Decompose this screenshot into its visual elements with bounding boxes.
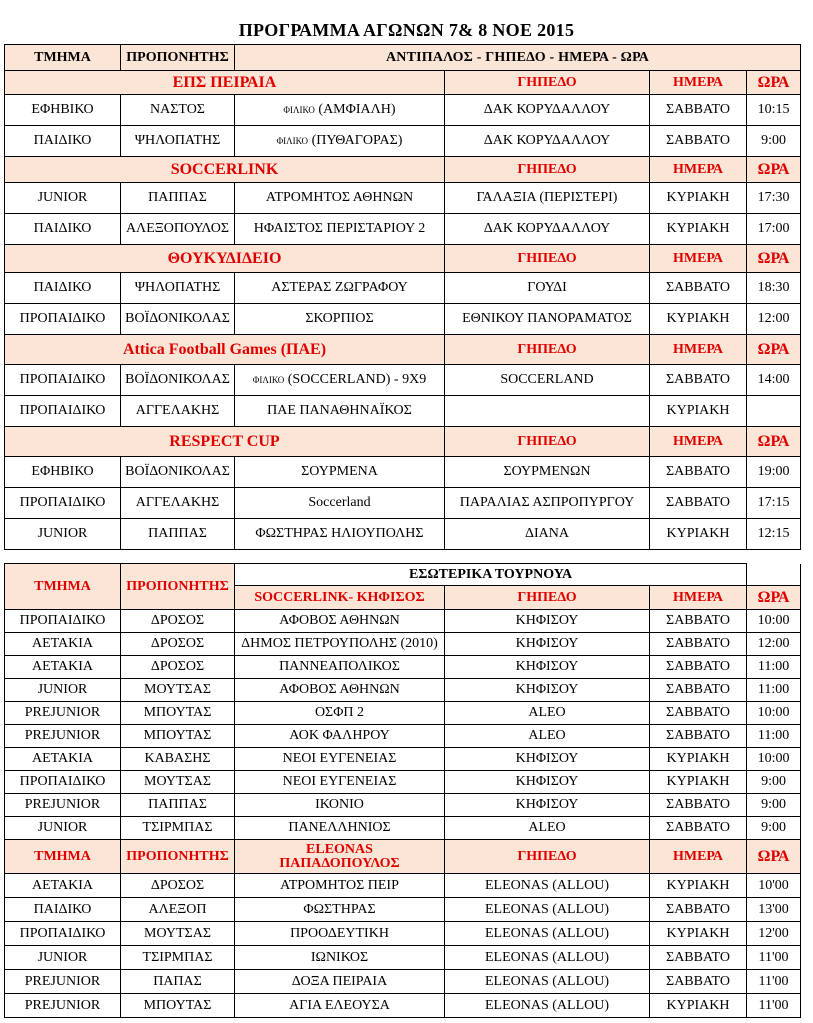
cell-ora: 11'00 bbox=[747, 994, 801, 1018]
cell-proponitis: ΑΛΕΞΟΠ bbox=[121, 898, 235, 922]
header-proponitis: ΠΡΟΠΟΝΗΤΗΣ bbox=[121, 840, 235, 874]
cell-gipedo: ELEONAS (ALLOU) bbox=[445, 922, 650, 946]
cell-antipalos: ΔΗΜΟΣ ΠΕΤΡΟΥΠΟΛΗΣ (2010) bbox=[235, 633, 445, 656]
cell-imera: ΚΥΡΙΑΚΗ bbox=[650, 771, 747, 794]
cell-ora: 10'00 bbox=[747, 874, 801, 898]
cell-imera: ΚΥΡΙΑΚΗ bbox=[650, 304, 747, 335]
cell-tmima: ΠΡΟΠΑΙΔΙΚΟ bbox=[5, 365, 121, 396]
cell-ora: 9:00 bbox=[747, 817, 801, 840]
cell-imera: ΣΑΒΒΑΤΟ bbox=[650, 273, 747, 304]
cell-ora: 9:00 bbox=[747, 794, 801, 817]
section-name: SOCCERLINK- ΚΗΦΙΣΟΣ bbox=[235, 586, 445, 610]
header-tmima: ΤΜΗΜΑ bbox=[5, 564, 121, 610]
col-gipedo: ΓΗΠΕΔΟ bbox=[445, 335, 650, 365]
tournament-title: ΕΣΩΤΕΡΙΚΑ ΤΟΥΡΝΟΥΑ bbox=[235, 564, 747, 586]
table-row bbox=[5, 898, 801, 922]
cell-proponitis: ΜΠΟΥΤΑΣ bbox=[121, 994, 235, 1018]
cell-proponitis: ΜΠΟΥΤΑΣ bbox=[121, 702, 235, 725]
cell-gipedo: ΔΑΚ ΚΟΡΥΔΑΛΛΟΥ bbox=[445, 214, 650, 245]
cell-antipalos bbox=[235, 183, 445, 214]
cell-gipedo: ELEONAS (ALLOU) bbox=[445, 898, 650, 922]
table-row bbox=[5, 748, 801, 771]
section-name: ELEONAS ΠΑΠΑΔΟΠΟΥΛΟΣ bbox=[235, 840, 445, 874]
cell-gipedo: ΣΟΥΡΜΕΝΩΝ bbox=[445, 457, 650, 488]
cell-ora: 12:15 bbox=[747, 519, 801, 550]
cell-gipedo: ELEONAS (ALLOU) bbox=[445, 970, 650, 994]
opponent-name: ΦΩΣΤΗΡΑΣ ΗΛΙΟΥΠΟΛΗΣ bbox=[255, 526, 424, 541]
cell-antipalos: ΟΣΦΠ 2 bbox=[235, 702, 445, 725]
section-header-row bbox=[5, 335, 801, 365]
table-row bbox=[5, 970, 801, 994]
cell-antipalos bbox=[235, 304, 445, 335]
cell-imera: ΣΑΒΒΑΤΟ bbox=[650, 610, 747, 633]
cell-proponitis: ΒΟΪΔΟΝΙΚΟΛΑΣ bbox=[121, 365, 235, 396]
cell-proponitis: ΠΑΠΠΑΣ bbox=[121, 519, 235, 550]
cell-antipalos bbox=[235, 457, 445, 488]
cell-tmima: ΠΑΙΔΙΚΟ bbox=[5, 273, 121, 304]
cell-antipalos bbox=[235, 519, 445, 550]
cell-imera: ΚΥΡΙΑΚΗ bbox=[650, 748, 747, 771]
cell-gipedo: ΚΗΦΙΣΟΥ bbox=[445, 633, 650, 656]
cell-imera: ΚΥΡΙΑΚΗ bbox=[650, 874, 747, 898]
cell-imera: ΣΑΒΒΑΤΟ bbox=[650, 656, 747, 679]
cell-tmima: JUNIOR bbox=[5, 817, 121, 840]
section-header-row bbox=[5, 427, 801, 457]
cell-gipedo: SOCCERLAND bbox=[445, 365, 650, 396]
opponent-name: ΗΦΑΙΣΤΟΣ ΠΕΡΙΣΤΑΡΙΟΥ 2 bbox=[253, 221, 426, 236]
cell-imera: ΣΑΒΒΑΤΟ bbox=[650, 633, 747, 656]
cell-antipalos bbox=[235, 214, 445, 245]
cell-gipedo: ΚΗΦΙΣΟΥ bbox=[445, 794, 650, 817]
cell-proponitis: ΒΟΪΔΟΝΙΚΟΛΑΣ bbox=[121, 304, 235, 335]
section-name: ΕΠΣ ΠΕΙΡΑΙΑ bbox=[5, 71, 445, 95]
external-matches-table bbox=[4, 44, 801, 550]
col-imera: ΗΜΕΡΑ bbox=[650, 71, 747, 95]
cell-imera: ΣΑΒΒΑΤΟ bbox=[650, 679, 747, 702]
col-ora: ΩΡΑ bbox=[747, 245, 801, 273]
cell-antipalos bbox=[235, 365, 445, 396]
cell-proponitis: ΠΑΠΑΣ bbox=[121, 970, 235, 994]
section-header-row bbox=[5, 245, 801, 273]
table-row bbox=[5, 214, 801, 245]
internal-tournaments-table bbox=[4, 563, 801, 1018]
cell-ora: 10:00 bbox=[747, 748, 801, 771]
cell-tmima: PREJUNIOR bbox=[5, 994, 121, 1018]
cell-antipalos: ΑΦΟΒΟΣ ΑΘΗΝΩΝ bbox=[235, 610, 445, 633]
table-row bbox=[5, 771, 801, 794]
table-row bbox=[5, 304, 801, 335]
cell-ora: 12:00 bbox=[747, 633, 801, 656]
header-proponitis: ΠΡΟΠΟΝΗΤΗΣ bbox=[121, 45, 235, 71]
opponent-name: ΑΤΡΟΜΗΤΟΣ ΑΘΗΝΩΝ bbox=[265, 190, 414, 205]
cell-antipalos: ΑΟΚ ΦΑΛΗΡΟΥ bbox=[235, 725, 445, 748]
opponent-name: ΑΣΤΕΡΑΣ ΖΩΓΡΑΦΟΥ bbox=[271, 280, 408, 295]
table-row bbox=[5, 922, 801, 946]
cell-proponitis: ΔΡΟΣΟΣ bbox=[121, 874, 235, 898]
cell-imera: ΚΥΡΙΑΚΗ bbox=[650, 994, 747, 1018]
cell-imera: ΣΑΒΒΑΤΟ bbox=[650, 95, 747, 126]
cell-gipedo: ΓΑΛΑΞΙΑ (ΠΕΡΙΣΤΕΡΙ) bbox=[445, 183, 650, 214]
table-row bbox=[5, 273, 801, 304]
cell-ora: 18:30 bbox=[747, 273, 801, 304]
col-imera: ΗΜΕΡΑ bbox=[650, 157, 747, 183]
cell-ora: 9:00 bbox=[747, 771, 801, 794]
cell-ora: 11'00 bbox=[747, 970, 801, 994]
section-name: RESPECT CUP bbox=[5, 427, 445, 457]
cell-imera: ΣΑΒΒΑΤΟ bbox=[650, 725, 747, 748]
cell-imera: ΣΑΒΒΑΤΟ bbox=[650, 365, 747, 396]
friendly-prefix: ΦΙΛΙΚΟ bbox=[252, 375, 285, 385]
col-gipedo: ΓΗΠΕΔΟ bbox=[445, 71, 650, 95]
opponent-name: (ΠΥΘΑΓΟΡΑΣ) bbox=[311, 133, 403, 148]
cell-ora: 17:15 bbox=[747, 488, 801, 519]
cell-proponitis: ΤΣΙΡΜΠΑΣ bbox=[121, 817, 235, 840]
cell-gipedo: ΓΟΥΔΙ bbox=[445, 273, 650, 304]
cell-tmima: ΠΡΟΠΑΙΔΙΚΟ bbox=[5, 771, 121, 794]
cell-gipedo: ELEONAS (ALLOU) bbox=[445, 994, 650, 1018]
table-row bbox=[5, 126, 801, 157]
cell-imera: ΣΑΒΒΑΤΟ bbox=[650, 457, 747, 488]
cell-antipalos: ΝΕΟΙ ΕΥΓΕΝΕΙΑΣ bbox=[235, 771, 445, 794]
cell-gipedo: ALEO bbox=[445, 725, 650, 748]
cell-tmima: PREJUNIOR bbox=[5, 794, 121, 817]
cell-antipalos: ΑΦΟΒΟΣ ΑΘΗΝΩΝ bbox=[235, 679, 445, 702]
table-row bbox=[5, 656, 801, 679]
section-name: Attica Football Games (ΠΑΕ) bbox=[5, 335, 445, 365]
cell-imera: ΚΥΡΙΑΚΗ bbox=[650, 396, 747, 427]
section-header-row bbox=[5, 840, 801, 874]
section-header-row bbox=[5, 157, 801, 183]
cell-imera: ΚΥΡΙΑΚΗ bbox=[650, 519, 747, 550]
table-row bbox=[5, 488, 801, 519]
table-row bbox=[5, 457, 801, 488]
opponent-name: ΣΚΟΡΠΙΟΣ bbox=[305, 311, 374, 326]
friendly-prefix: ΦΙΛΙΚΟ bbox=[276, 136, 309, 146]
cell-gipedo: ALEO bbox=[445, 702, 650, 725]
cell-proponitis: ΜΟΥΤΣΑΣ bbox=[121, 922, 235, 946]
cell-proponitis: ΝΑΣΤΟΣ bbox=[121, 95, 235, 126]
cell-antipalos: ΑΤΡΟΜΗΤΟΣ ΠΕΙΡ bbox=[235, 874, 445, 898]
cell-ora: 10:15 bbox=[747, 95, 801, 126]
cell-ora: 11'00 bbox=[747, 946, 801, 970]
cell-gipedo: ΔΑΚ ΚΟΡΥΔΑΛΛΟΥ bbox=[445, 95, 650, 126]
cell-tmima: ΠΡΟΠΑΙΔΙΚΟ bbox=[5, 304, 121, 335]
opponent-name: (SOCCERLAND) - 9X9 bbox=[287, 372, 427, 387]
cell-tmima: ΠΡΟΠΑΙΔΙΚΟ bbox=[5, 610, 121, 633]
cell-proponitis: ΑΛΕΞΟΠΟΥΛΟΣ bbox=[121, 214, 235, 245]
cell-tmima: ΑΕΤΑΚΙΑ bbox=[5, 656, 121, 679]
col-gipedo: ΓΗΠΕΔΟ bbox=[445, 427, 650, 457]
table-row bbox=[5, 183, 801, 214]
table-row bbox=[5, 946, 801, 970]
cell-ora bbox=[747, 396, 801, 427]
cell-imera: ΣΑΒΒΑΤΟ bbox=[650, 126, 747, 157]
blank-cell bbox=[747, 564, 801, 586]
table-row bbox=[5, 95, 801, 126]
cell-antipalos bbox=[235, 95, 445, 126]
col-imera: ΗΜΕΡΑ bbox=[650, 245, 747, 273]
cell-ora: 17:00 bbox=[747, 214, 801, 245]
cell-tmima: ΕΦΗΒΙΚΟ bbox=[5, 457, 121, 488]
cell-ora: 17:30 bbox=[747, 183, 801, 214]
col-ora: ΩΡΑ bbox=[747, 157, 801, 183]
col-ora: ΩΡΑ bbox=[747, 840, 801, 874]
cell-tmima: JUNIOR bbox=[5, 519, 121, 550]
section-name: ΘΟΥΚΥΔΙΔΕΙΟ bbox=[5, 245, 445, 273]
cell-proponitis: ΜΠΟΥΤΑΣ bbox=[121, 725, 235, 748]
col-ora: ΩΡΑ bbox=[747, 335, 801, 365]
col-gipedo: ΓΗΠΕΔΟ bbox=[445, 840, 650, 874]
table-row bbox=[5, 794, 801, 817]
cell-proponitis: ΑΓΓΕΛΑΚΗΣ bbox=[121, 396, 235, 427]
cell-gipedo: ELEONAS (ALLOU) bbox=[445, 946, 650, 970]
cell-gipedo: ΚΗΦΙΣΟΥ bbox=[445, 656, 650, 679]
cell-antipalos: ΙΩΝΙΚΟΣ bbox=[235, 946, 445, 970]
cell-ora: 11:00 bbox=[747, 679, 801, 702]
cell-tmima: ΠΡΟΠΑΙΔΙΚΟ bbox=[5, 488, 121, 519]
cell-ora: 14:00 bbox=[747, 365, 801, 396]
table-row bbox=[5, 610, 801, 633]
cell-imera: ΣΑΒΒΑΤΟ bbox=[650, 794, 747, 817]
page-title: ΠΡΟΓΡΑΜΜΑ ΑΓΩΝΩΝ 7& 8 ΝΟΕ 2015 bbox=[238, 20, 575, 40]
cell-antipalos bbox=[235, 126, 445, 157]
cell-antipalos: ΦΩΣΤΗΡΑΣ bbox=[235, 898, 445, 922]
cell-imera: ΣΑΒΒΑΤΟ bbox=[650, 970, 747, 994]
cell-gipedo: ΚΗΦΙΣΟΥ bbox=[445, 679, 650, 702]
table-row bbox=[5, 365, 801, 396]
cell-tmima: JUNIOR bbox=[5, 183, 121, 214]
col-ora: ΩΡΑ bbox=[747, 71, 801, 95]
cell-antipalos bbox=[235, 273, 445, 304]
cell-proponitis: ΔΡΟΣΟΣ bbox=[121, 656, 235, 679]
cell-proponitis: ΤΣΙΡΜΠΑΣ bbox=[121, 946, 235, 970]
opponent-name: ΠΑΕ ΠΑΝΑΘΗΝΑΪΚΟΣ bbox=[267, 403, 412, 418]
cell-tmima: ΑΕΤΑΚΙΑ bbox=[5, 874, 121, 898]
col-imera: ΗΜΕΡΑ bbox=[650, 335, 747, 365]
cell-tmima: PREJUNIOR bbox=[5, 702, 121, 725]
cell-tmima: ΑΕΤΑΚΙΑ bbox=[5, 748, 121, 771]
cell-antipalos: ΠΑΝΝΕΑΠΟΛΙΚΟΣ bbox=[235, 656, 445, 679]
cell-tmima: ΕΦΗΒΙΚΟ bbox=[5, 95, 121, 126]
cell-gipedo: ΚΗΦΙΣΟΥ bbox=[445, 610, 650, 633]
cell-tmima: JUNIOR bbox=[5, 679, 121, 702]
cell-tmima: ΠΡΟΠΑΙΔΙΚΟ bbox=[5, 396, 121, 427]
col-gipedo: ΓΗΠΕΔΟ bbox=[445, 586, 650, 610]
cell-imera: ΚΥΡΙΑΚΗ bbox=[650, 922, 747, 946]
table-header-row bbox=[5, 45, 801, 71]
cell-ora: 11:00 bbox=[747, 656, 801, 679]
cell-imera: ΚΥΡΙΑΚΗ bbox=[650, 214, 747, 245]
opponent-name: ΣΟΥΡΜΕΝΑ bbox=[301, 464, 378, 479]
cell-antipalos: ΝΕΟΙ ΕΥΓΕΝΕΙΑΣ bbox=[235, 748, 445, 771]
cell-antipalos: ΙΚΟΝΙΟ bbox=[235, 794, 445, 817]
cell-proponitis: ΔΡΟΣΟΣ bbox=[121, 610, 235, 633]
cell-antipalos bbox=[235, 488, 445, 519]
col-imera: ΗΜΕΡΑ bbox=[650, 427, 747, 457]
cell-gipedo: ΔΑΚ ΚΟΡΥΔΑΛΛΟΥ bbox=[445, 126, 650, 157]
cell-proponitis: ΨΗΛΟΠΑΤΗΣ bbox=[121, 126, 235, 157]
table-row bbox=[5, 994, 801, 1018]
cell-antipalos: ΠΑΝΕΛΛΗΝΙΟΣ bbox=[235, 817, 445, 840]
col-ora: ΩΡΑ bbox=[747, 586, 801, 610]
col-gipedo: ΓΗΠΕΔΟ bbox=[445, 157, 650, 183]
table-row bbox=[5, 396, 801, 427]
cell-imera: ΣΑΒΒΑΤΟ bbox=[650, 898, 747, 922]
cell-ora: 12:00 bbox=[747, 304, 801, 335]
table-row bbox=[5, 874, 801, 898]
cell-ora: 13'00 bbox=[747, 898, 801, 922]
cell-tmima: JUNIOR bbox=[5, 946, 121, 970]
cell-gipedo: ΕΘΝΙΚΟΥ ΠΑΝΟΡΑΜΑΤΟΣ bbox=[445, 304, 650, 335]
cell-gipedo: ΔΙΑΝΑ bbox=[445, 519, 650, 550]
cell-gipedo: ΠΑΡΑΛΙΑΣ ΑΣΠΡΟΠΥΡΓΟΥ bbox=[445, 488, 650, 519]
cell-ora: 11:00 bbox=[747, 725, 801, 748]
header-tmima: ΤΜΗΜΑ bbox=[5, 840, 121, 874]
cell-proponitis: ΚΑΒΑΣΗΣ bbox=[121, 748, 235, 771]
table-row bbox=[5, 702, 801, 725]
cell-imera: ΚΥΡΙΑΚΗ bbox=[650, 183, 747, 214]
col-gipedo: ΓΗΠΕΔΟ bbox=[445, 245, 650, 273]
header-tmima: ΤΜΗΜΑ bbox=[5, 45, 121, 71]
cell-ora: 10:00 bbox=[747, 610, 801, 633]
table-row bbox=[5, 817, 801, 840]
cell-tmima: ΠΑΙΔΙΚΟ bbox=[5, 214, 121, 245]
table-row bbox=[5, 679, 801, 702]
cell-proponitis: ΠΑΠΠΑΣ bbox=[121, 183, 235, 214]
section-name: SOCCERLINK bbox=[5, 157, 445, 183]
cell-gipedo bbox=[445, 396, 650, 427]
opponent-name: (ΑΜΦΙΑΛΗ) bbox=[318, 102, 396, 117]
table-row bbox=[5, 519, 801, 550]
cell-antipalos: ΔΟΞΑ ΠΕΙΡΑΙΑ bbox=[235, 970, 445, 994]
table-row bbox=[5, 725, 801, 748]
cell-gipedo: ALEO bbox=[445, 817, 650, 840]
cell-imera: ΣΑΒΒΑΤΟ bbox=[650, 817, 747, 840]
cell-ora: 19:00 bbox=[747, 457, 801, 488]
cell-imera: ΣΑΒΒΑΤΟ bbox=[650, 488, 747, 519]
header-proponitis: ΠΡΟΠΟΝΗΤΗΣ bbox=[121, 564, 235, 610]
cell-gipedo: ΚΗΦΙΣΟΥ bbox=[445, 771, 650, 794]
cell-ora: 9:00 bbox=[747, 126, 801, 157]
cell-imera: ΣΑΒΒΑΤΟ bbox=[650, 702, 747, 725]
cell-proponitis: ΜΟΥΤΣΑΣ bbox=[121, 679, 235, 702]
cell-proponitis: ΨΗΛΟΠΑΤΗΣ bbox=[121, 273, 235, 304]
cell-proponitis: ΔΡΟΣΟΣ bbox=[121, 633, 235, 656]
cell-ora: 10:00 bbox=[747, 702, 801, 725]
table-row bbox=[5, 633, 801, 656]
cell-ora: 12'00 bbox=[747, 922, 801, 946]
cell-antipalos: ΠΡΟΟΔΕΥΤΙΚΗ bbox=[235, 922, 445, 946]
cell-proponitis: ΜΟΥΤΣΑΣ bbox=[121, 771, 235, 794]
cell-gipedo: ΚΗΦΙΣΟΥ bbox=[445, 748, 650, 771]
cell-tmima: ΑΕΤΑΚΙΑ bbox=[5, 633, 121, 656]
cell-tmima: PREJUNIOR bbox=[5, 970, 121, 994]
cell-antipalos: ΑΓΙΑ ΕΛΕΟΥΣΑ bbox=[235, 994, 445, 1018]
friendly-prefix: ΦΙΛΙΚΟ bbox=[283, 105, 315, 115]
tournament-title-row bbox=[5, 564, 801, 586]
col-ora: ΩΡΑ bbox=[747, 427, 801, 457]
opponent-name: Soccerland bbox=[308, 495, 371, 510]
cell-gipedo: ELEONAS (ALLOU) bbox=[445, 874, 650, 898]
cell-tmima: PREJUNIOR bbox=[5, 725, 121, 748]
cell-proponitis: ΑΓΓΕΛΑΚΗΣ bbox=[121, 488, 235, 519]
cell-proponitis: ΠΑΠΠΑΣ bbox=[121, 794, 235, 817]
header-title: ΑΝΤΙΠΑΛΟΣ - ΓΗΠΕΔΟ - ΗΜΕΡΑ - ΩΡΑ bbox=[235, 45, 801, 71]
cell-tmima: ΠΡΟΠΑΙΔΙΚΟ bbox=[5, 922, 121, 946]
cell-imera: ΣΑΒΒΑΤΟ bbox=[650, 946, 747, 970]
cell-tmima: ΠΑΙΔΙΚΟ bbox=[5, 126, 121, 157]
col-imera: ΗΜΕΡΑ bbox=[650, 586, 747, 610]
cell-tmima: ΠΑΙΔΙΚΟ bbox=[5, 898, 121, 922]
cell-antipalos bbox=[235, 396, 445, 427]
col-imera: ΗΜΕΡΑ bbox=[650, 840, 747, 874]
section-header-row bbox=[5, 71, 801, 95]
cell-proponitis: ΒΟΪΔΟΝΙΚΟΛΑΣ bbox=[121, 457, 235, 488]
